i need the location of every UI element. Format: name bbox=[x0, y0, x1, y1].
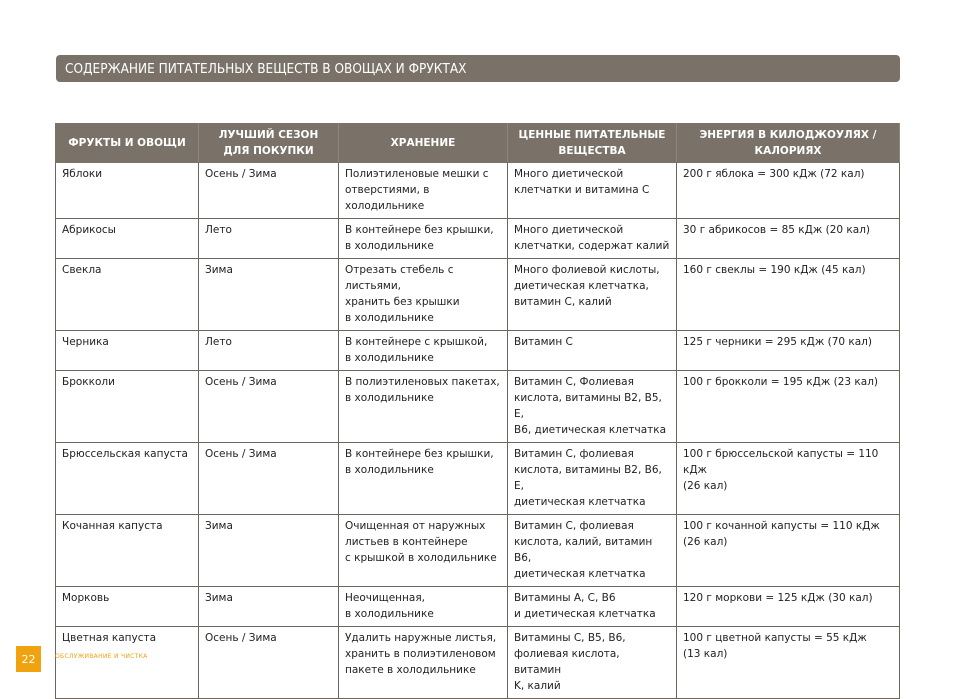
cell-text-line: фолиевая кислота, витамин bbox=[514, 648, 620, 676]
table-cell bbox=[677, 627, 900, 699]
column-header bbox=[677, 124, 900, 163]
table-cell bbox=[199, 443, 339, 515]
cell-text-line: в холодильнике bbox=[345, 352, 434, 364]
table-cell bbox=[677, 587, 900, 627]
cell-text-line: с крышкой в холодильнике bbox=[345, 552, 497, 564]
cell-text-line: в холодильнике bbox=[345, 312, 434, 324]
cell-text-line: Брюссельская капуста bbox=[62, 448, 188, 460]
cell-text-line: в холодильнике bbox=[345, 464, 434, 476]
table-cell bbox=[677, 443, 900, 515]
cell-text-line: Витамины С, B5, B6, bbox=[514, 632, 626, 644]
cell-text-line: 100 г брокколи = 195 кДж (23 кал) bbox=[683, 376, 879, 388]
cell-text-line: Зима bbox=[205, 592, 233, 604]
table-header-row bbox=[56, 124, 900, 163]
table-cell bbox=[508, 515, 677, 587]
cell-text-line: K, калий bbox=[514, 680, 561, 692]
cell-text-line: Витамин С, Фолиевая bbox=[514, 376, 634, 388]
table-cell bbox=[677, 515, 900, 587]
table-cell bbox=[677, 163, 900, 219]
cell-text-line: ЦЕННЫЕ ПИТАТЕЛЬНЫЕ bbox=[518, 129, 666, 141]
table-cell bbox=[677, 219, 900, 259]
column-header bbox=[508, 124, 677, 163]
table-cell bbox=[339, 627, 508, 699]
cell-text-line: витамин С, калий bbox=[514, 296, 612, 308]
table-row bbox=[56, 163, 900, 219]
table-cell bbox=[508, 371, 677, 443]
cell-text-line: Морковь bbox=[62, 592, 110, 604]
cell-text-line: Витамины А, С, B6 bbox=[514, 592, 616, 604]
cell-text-line: кислота, калий, витамин B6, bbox=[514, 536, 653, 564]
cell-text-line: ЭНЕРГИЯ В КИЛОДЖОУЛЯХ / bbox=[699, 129, 877, 141]
cell-text-line: и диетическая клетчатка bbox=[514, 608, 656, 620]
cell-text-line: кислота, витамины B2, B5, E, bbox=[514, 392, 662, 420]
cell-text-line: хранить без крышки bbox=[345, 296, 460, 308]
cell-text-line: отверстиями, в холодильнике bbox=[345, 184, 430, 212]
table-cell bbox=[56, 443, 199, 515]
cell-text-line: Много фолиевой кислоты, bbox=[514, 264, 660, 276]
table-cell bbox=[199, 219, 339, 259]
table-cell bbox=[56, 259, 199, 331]
table-cell bbox=[508, 219, 677, 259]
cell-text-line: Цветная капуста bbox=[62, 632, 157, 644]
cell-text-line: в холодильнике bbox=[345, 392, 434, 404]
table-row bbox=[56, 627, 900, 699]
table-cell bbox=[56, 163, 199, 219]
cell-text-line: Осень / Зима bbox=[205, 168, 277, 180]
cell-text-line: Яблоки bbox=[62, 168, 103, 180]
cell-text-line: 100 г брюссельской капусты = 110 кДж bbox=[683, 448, 879, 476]
table-cell bbox=[199, 331, 339, 371]
cell-text-line: Много диетической bbox=[514, 224, 624, 236]
table-cell bbox=[56, 331, 199, 371]
table-cell bbox=[677, 371, 900, 443]
cell-text-line: Много диетической bbox=[514, 168, 624, 180]
cell-text-line: 200 г яблока = 300 кДж (72 кал) bbox=[683, 168, 865, 180]
column-header bbox=[56, 124, 199, 163]
table-cell bbox=[508, 627, 677, 699]
cell-text-line: Очищенная от наружных bbox=[345, 520, 486, 532]
cell-text-line: 160 г свеклы = 190 кДж (45 кал) bbox=[683, 264, 866, 276]
cell-text-line: 100 г цветной капусты = 55 кДж bbox=[683, 632, 867, 644]
table-cell bbox=[339, 587, 508, 627]
table-row bbox=[56, 219, 900, 259]
cell-text-line: Свекла bbox=[62, 264, 102, 276]
table-row bbox=[56, 515, 900, 587]
cell-text-line: Осень / Зима bbox=[205, 448, 277, 460]
table-cell bbox=[339, 443, 508, 515]
cell-text-line: диетическая клетчатка bbox=[514, 568, 646, 580]
table-cell bbox=[56, 371, 199, 443]
cell-text-line: Кочанная капуста bbox=[62, 520, 163, 532]
cell-text-line: В контейнере с крышкой, bbox=[345, 336, 488, 348]
table-cell bbox=[56, 219, 199, 259]
cell-text-line: Черника bbox=[62, 336, 109, 348]
table-body bbox=[56, 163, 900, 699]
cell-text-line: Абрикосы bbox=[62, 224, 116, 236]
table-cell bbox=[339, 331, 508, 371]
column-header bbox=[199, 124, 339, 163]
table-cell bbox=[199, 163, 339, 219]
table-row bbox=[56, 259, 900, 331]
cell-text-line: диетическая клетчатка, bbox=[514, 280, 649, 292]
cell-text-line: 125 г черники = 295 кДж (70 кал) bbox=[683, 336, 872, 348]
cell-text-line: листьев в контейнере bbox=[345, 536, 468, 548]
table-cell bbox=[56, 587, 199, 627]
cell-text-line: Витамин С bbox=[514, 336, 573, 348]
table-cell bbox=[508, 443, 677, 515]
cell-text-line: ФРУКТЫ И ОВОЩИ bbox=[68, 137, 186, 149]
cell-text-line: Удалить наружные листья, bbox=[345, 632, 497, 644]
cell-text-line: клетчатки и витамина С bbox=[514, 184, 650, 196]
section-title-bar bbox=[56, 55, 900, 82]
cell-text-line: 30 г абрикосов = 85 кДж (20 кал) bbox=[683, 224, 870, 236]
cell-text-line: В контейнере без крышки, bbox=[345, 224, 494, 236]
cell-text-line: КАЛОРИЯХ bbox=[754, 145, 822, 157]
cell-text-line: Лето bbox=[205, 224, 232, 236]
cell-text-line: В полиэтиленовых пакетах, bbox=[345, 376, 500, 388]
cell-text-line: диетическая клетчатка bbox=[514, 496, 646, 508]
cell-text-line: В контейнере без крышки, bbox=[345, 448, 494, 460]
table-cell bbox=[339, 515, 508, 587]
footer-section-label: ОБСЛУЖИВАНИЕ И ЧИСТКА bbox=[55, 653, 148, 660]
table-cell bbox=[508, 587, 677, 627]
cell-text-line: кислота, витамины B2, B6, E, bbox=[514, 464, 662, 492]
cell-text-line: B6, диетическая клетчатка bbox=[514, 424, 667, 436]
cell-text-line: 100 г кочанной капусты = 110 кДж bbox=[683, 520, 880, 532]
table-cell bbox=[199, 371, 339, 443]
table-cell bbox=[508, 259, 677, 331]
cell-text-line: Зима bbox=[205, 264, 233, 276]
cell-text-line: ДЛЯ ПОКУПКИ bbox=[223, 145, 314, 157]
cell-text-line: Брокколи bbox=[62, 376, 115, 388]
page-title: СОДЕРЖАНИЕ ПИТАТЕЛЬНЫХ ВЕЩЕСТВ В ОВОЩАХ И ФРУКТАХ bbox=[65, 60, 467, 77]
cell-text-line: (26 кал) bbox=[683, 480, 728, 492]
cell-text-line: ХРАНЕНИЕ bbox=[390, 137, 456, 149]
table-cell bbox=[677, 331, 900, 371]
cell-text-line: Отрезать стебель с листьями, bbox=[345, 264, 454, 292]
page-number: 22 bbox=[16, 646, 41, 672]
cell-text-line: в холодильнике bbox=[345, 240, 434, 252]
cell-text-line: клетчатки, содержат калий bbox=[514, 240, 670, 252]
table-row bbox=[56, 443, 900, 515]
cell-text-line: пакете в холодильнике bbox=[345, 664, 476, 676]
table-cell bbox=[199, 587, 339, 627]
cell-text-line: в холодильнике bbox=[345, 608, 434, 620]
table-cell bbox=[508, 331, 677, 371]
cell-text-line: Полиэтиленовые мешки с bbox=[345, 168, 489, 180]
cell-text-line: Лето bbox=[205, 336, 232, 348]
table-cell bbox=[339, 219, 508, 259]
table-cell bbox=[339, 259, 508, 331]
table-cell bbox=[339, 371, 508, 443]
column-header bbox=[339, 124, 508, 163]
cell-text-line: ВЕЩЕСТВА bbox=[558, 145, 626, 157]
cell-text-line: Зима bbox=[205, 520, 233, 532]
table-cell bbox=[199, 515, 339, 587]
cell-text-line: (26 кал) bbox=[683, 536, 728, 548]
table-cell bbox=[199, 259, 339, 331]
table-cell bbox=[508, 163, 677, 219]
cell-text-line: (13 кал) bbox=[683, 648, 728, 660]
cell-text-line: Осень / Зима bbox=[205, 376, 277, 388]
table-cell bbox=[56, 515, 199, 587]
table-cell bbox=[199, 627, 339, 699]
table-row bbox=[56, 371, 900, 443]
nutrition-table bbox=[55, 123, 900, 699]
table-cell bbox=[339, 163, 508, 219]
cell-text-line: Неочищенная, bbox=[345, 592, 425, 604]
cell-text-line: 120 г моркови = 125 кДж (30 кал) bbox=[683, 592, 873, 604]
cell-text-line: Витамин С, фолиевая bbox=[514, 448, 634, 460]
table-cell bbox=[56, 627, 199, 699]
cell-text-line: хранить в полиэтиленовом bbox=[345, 648, 496, 660]
table-row bbox=[56, 587, 900, 627]
cell-text-line: ЛУЧШИЙ СЕЗОН bbox=[218, 129, 319, 141]
cell-text-line: Витамин С, фолиевая bbox=[514, 520, 634, 532]
table-row bbox=[56, 331, 900, 371]
cell-text-line: Осень / Зима bbox=[205, 632, 277, 644]
table-cell bbox=[677, 259, 900, 331]
